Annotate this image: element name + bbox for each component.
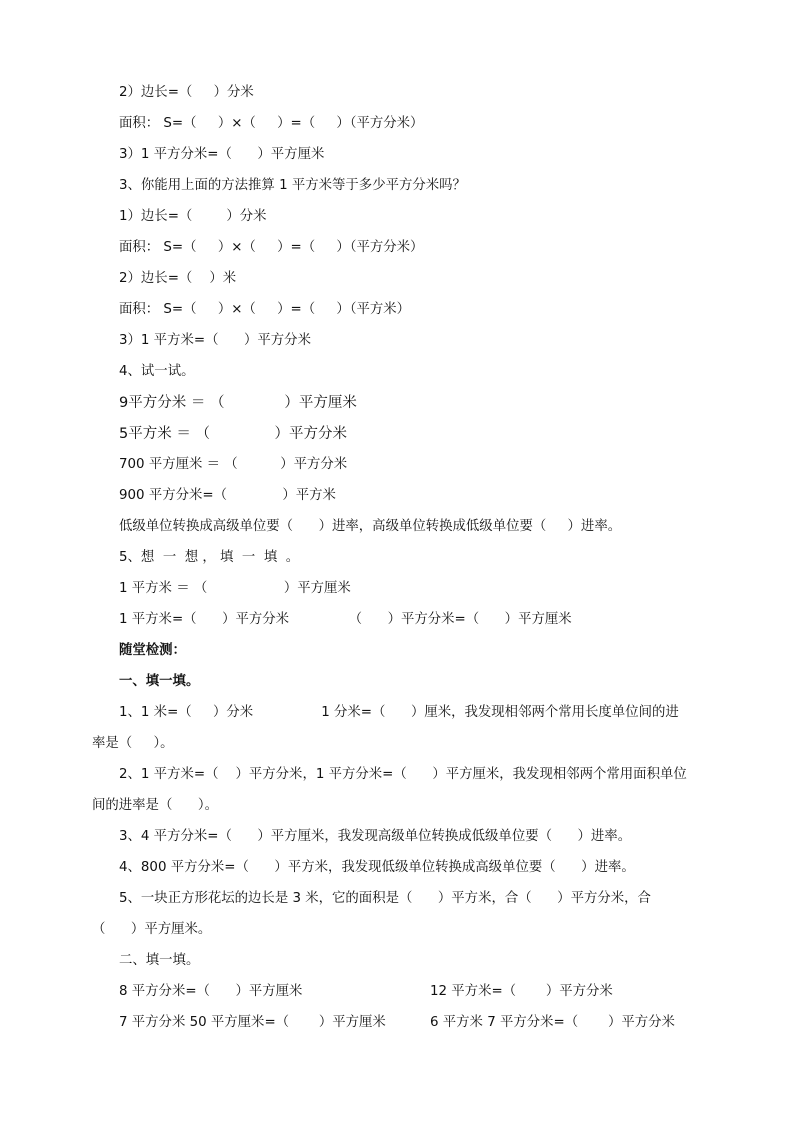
line-25: 3、4 平方分米=（ ）平方厘米，我发现高级单位转换成低级单位要（ ）进率。 xyxy=(119,829,632,844)
line-1: 2）边长=（ ）分米 xyxy=(119,85,254,100)
line-28: （ ）平方厘米。 xyxy=(92,922,212,937)
line-11: 9平方分米 ＝ （ ）平方厘米 xyxy=(119,395,357,411)
line-18: 1 平方米=（ ）平方分米 （ ）平方分米=（ ）平方厘米 xyxy=(119,612,572,627)
section-heading-part-1: 一、填一填。 xyxy=(119,674,200,689)
question-5-heading: 5、想 一 想 ， 填 一 填 。 xyxy=(119,550,300,565)
line-7: 2）边长=（ ）米 xyxy=(119,271,237,286)
line-30: 8 平方分米=（ ）平方厘米 xyxy=(119,984,303,999)
line-32: 7 平方分米 50 平方厘米=（ ）平方厘米 xyxy=(119,1015,386,1030)
line-23: 2、1 平方米=（ ）平方分米，1 平方分米=（ ）平方厘米，我发现相邻两个常用面积单位 xyxy=(119,767,687,782)
line-31: 12 平方米=（ ）平方分米 xyxy=(430,984,613,999)
line-26: 4、800 平方分米=（ ）平方米，我发现低级单位转换成高级单位要（ ）进率。 xyxy=(119,860,635,875)
line-2: 面积： S=（ ）×（ ）=（ ）（平方分米） xyxy=(119,116,424,131)
line-17: 1 平方米 ＝ （ ）平方厘米 xyxy=(119,581,351,596)
line-14: 900 平方分米=（ ）平方米 xyxy=(119,488,336,503)
line-21: 1、1 米=（ ）分米 1 分米=（ ）厘米，我发现相邻两个常用长度单位间的进 xyxy=(119,705,679,720)
line-8: 面积： S=（ ）×（ ）=（ ）（平方米） xyxy=(119,302,411,317)
question-4-heading: 4、试一试。 xyxy=(119,364,195,379)
line-6: 面积： S=（ ）×（ ）=（ ）（平方分米） xyxy=(119,240,424,255)
line-22: 率是（ ）。 xyxy=(92,736,174,751)
section-heading-quiz: 随堂检测： xyxy=(119,643,186,658)
section-heading-part-2: 二、填一填。 xyxy=(119,953,200,968)
line-5: 1）边长=（ ）分米 xyxy=(119,209,267,224)
line-3: 3）1 平方分米=（ ）平方厘米 xyxy=(119,147,325,162)
line-12: 5平方米 ＝ （ ）平方分米 xyxy=(119,426,347,442)
line-13: 700 平方厘米 ＝ （ ）平方分米 xyxy=(119,457,348,472)
line-9: 3）1 平方米=（ ）平方分米 xyxy=(119,333,311,348)
line-27: 5、一块正方形花坛的边长是 3 米，它的面积是（ ）平方米，合（ ）平方分米，合 xyxy=(119,891,651,906)
line-33: 6 平方米 7 平方分米=（ ）平方分米 xyxy=(430,1015,675,1030)
question-3-heading: 3、你能用上面的方法推算 1 平方米等于多少平方分米吗？ xyxy=(119,178,466,193)
line-24: 间的进率是（ ）。 xyxy=(92,798,218,813)
line-15: 低级单位转换成高级单位要（ ）进率，高级单位转换成低级单位要（ ）进率。 xyxy=(119,519,622,534)
